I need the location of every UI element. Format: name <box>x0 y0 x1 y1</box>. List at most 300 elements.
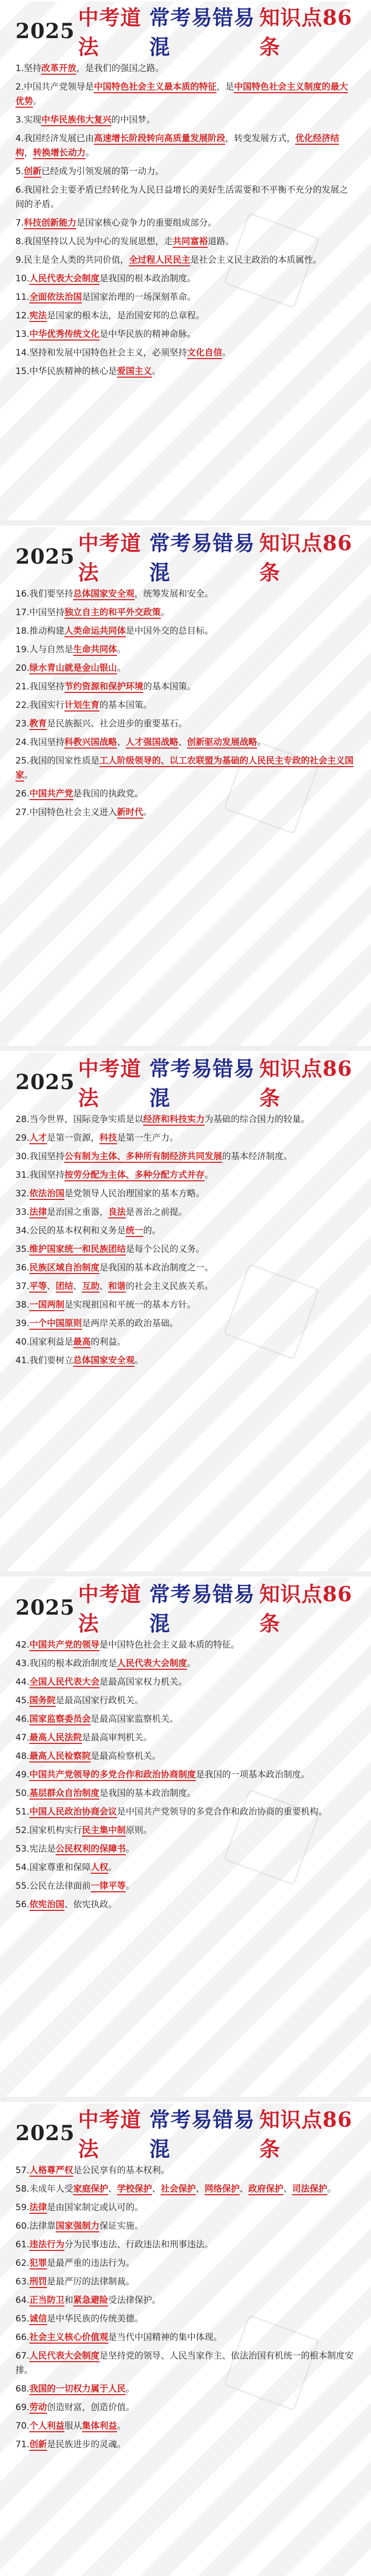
plain-text: 12. <box>15 311 30 321</box>
highlight-text: 紧急避险 <box>73 2295 109 2306</box>
title-text <box>15 1053 356 1111</box>
highlight-text: 国家强制力 <box>56 2221 100 2231</box>
plain-text: 是我国的执政党。 <box>73 789 144 799</box>
highlight-text: 基层群众自治制度 <box>29 1788 100 1799</box>
plain-text: 。 <box>152 366 161 377</box>
knowledge-item <box>15 1768 356 1782</box>
plain-text: 是民族进步的灵魂。 <box>47 2439 126 2450</box>
title-main: 中考道法 <box>78 2108 142 2161</box>
title-accent: 常考易错易混 <box>149 531 255 585</box>
title-year: 2025 <box>15 544 75 569</box>
plain-text: 33. <box>15 1207 30 1217</box>
plain-text: 为基础的综合国力的较量。 <box>205 1114 310 1125</box>
knowledge-item <box>15 131 356 160</box>
plain-text: 、 <box>178 737 188 748</box>
title-main: 中考道法 <box>78 531 142 585</box>
knowledge-item <box>15 624 356 638</box>
plain-text: 保证实施。 <box>99 2221 144 2231</box>
highlight-text: 依宪治国 <box>29 1900 65 1910</box>
plain-text: 36. <box>15 1263 30 1273</box>
plain-text: 创造财富，创造价值。 <box>47 2402 135 2413</box>
knowledge-item <box>15 113 356 127</box>
plain-text: 25.我国的国家性质是 <box>15 756 100 766</box>
plain-text: 是两岸关系的政治基础。 <box>82 1318 179 1329</box>
plain-text: 59. <box>15 2202 30 2213</box>
highlight-text: 生命共同体 <box>73 645 117 655</box>
highlight-text: 总体国家安全观 <box>73 1355 135 1366</box>
plain-text: 的基本国策。 <box>143 682 196 692</box>
plain-text: 是坚持党的领导、人民当家作主、依法治国有机统一的根本制度安排。 <box>15 2351 354 2376</box>
knowledge-item <box>15 183 356 212</box>
highlight-text: 宪法 <box>29 311 47 321</box>
knowledge-item <box>15 2330 356 2345</box>
highlight-text: 人权 <box>91 1862 109 1873</box>
section-title <box>15 531 356 585</box>
knowledge-item <box>15 661 356 675</box>
title-text <box>15 2 356 60</box>
highlight-text: 最高 <box>73 1337 91 1347</box>
plain-text: 49. <box>15 1770 30 1780</box>
highlight-text: 高速增长阶段转向高质量发展阶段 <box>94 133 226 144</box>
highlight-text: 人民代表大会制度 <box>29 2351 100 2361</box>
plain-text: 65. <box>15 2314 30 2324</box>
plain-text: 服从 <box>64 2421 82 2431</box>
highlight-text: 科技 <box>99 1133 117 1143</box>
section-content <box>15 527 356 820</box>
highlight-text: 违法行为 <box>29 2240 65 2250</box>
highlight-text: 全过程人民民主 <box>129 255 191 265</box>
plain-text: 47. <box>15 1733 30 1743</box>
plain-text: 的利益。 <box>91 1337 126 1347</box>
plain-text: 的基本国策。 <box>99 700 153 710</box>
highlight-text: 团结 <box>56 1281 74 1292</box>
highlight-text: 我国的一切权力属于人民 <box>29 2384 126 2394</box>
highlight-text: 刑罚 <box>29 2277 47 2287</box>
knowledge-item <box>15 1224 356 1238</box>
plain-text: 10. <box>15 274 30 284</box>
plain-text: 62. <box>15 2258 30 2268</box>
plain-text: 。 <box>24 770 33 781</box>
plain-text: 55.公民在法律面前 <box>15 1881 91 1891</box>
highlight-text: 维护国家统一和民族团结 <box>29 1244 126 1255</box>
plain-text: 、 <box>196 2184 205 2194</box>
plain-text: 69. <box>15 2402 30 2413</box>
plain-text: 。 <box>126 2384 135 2394</box>
plain-text: 是民族振兴、社会进步的重要基石。 <box>47 719 188 729</box>
knowledge-item <box>15 1353 356 1368</box>
plain-text: 是实现祖国和平统一的基本方针。 <box>64 1300 196 1310</box>
plain-text: 是社会主义民主政治的本质属性。 <box>190 255 322 265</box>
plain-text: 67. <box>15 2351 30 2361</box>
plain-text: 52.国家机构实行 <box>15 1825 82 1836</box>
knowledge-item <box>15 1168 356 1182</box>
highlight-text: 公有制为主体、多种所有制经济共同发展 <box>64 1151 223 1162</box>
highlight-text: 一个中国原则 <box>29 1318 82 1329</box>
highlight-text: 人才 <box>29 1133 47 1143</box>
plain-text: 。 <box>187 1658 196 1669</box>
knowledge-item <box>15 1112 356 1127</box>
highlight-text: 中国共产党领导的多党合作和政治协商制度 <box>29 1770 196 1780</box>
plain-text: 是国家核心竞争力的重要组成部分。 <box>76 218 217 228</box>
knowledge-section <box>0 1051 371 1571</box>
highlight-text: 绿水青山就是金山银山 <box>29 663 117 673</box>
plain-text: 60.法律靠 <box>15 2221 56 2231</box>
highlight-text: 创新驱动发展战略 <box>187 737 258 748</box>
plain-text: 、 <box>283 2184 293 2194</box>
knowledge-item <box>15 80 356 109</box>
plain-text: 是最严厉的法律制裁。 <box>47 2277 135 2287</box>
plain-text: 34.公民的基本权利和义务是 <box>15 1226 126 1236</box>
highlight-text: 社会主义核心价值观 <box>29 2332 109 2343</box>
plain-text: 70. <box>15 2421 30 2431</box>
knowledge-item <box>15 61 356 76</box>
knowledge-item <box>15 1242 356 1257</box>
plain-text: 。 <box>126 1881 135 1891</box>
section-title <box>15 2108 356 2161</box>
title-year: 2025 <box>15 2121 75 2145</box>
knowledge-item <box>15 327 356 342</box>
plain-text: 是由国家制定或认可的。 <box>47 2202 144 2213</box>
plain-text: 的基本经济制度。 <box>222 1151 293 1162</box>
highlight-text: 集体利益 <box>82 2421 117 2431</box>
knowledge-item <box>15 2293 356 2308</box>
highlight-text: 科技创新能力 <box>24 218 77 228</box>
knowledge-item <box>15 2256 356 2270</box>
knowledge-section <box>0 2102 371 2576</box>
highlight-text: 人类命运共同体 <box>64 626 126 636</box>
highlight-text: 改革开放 <box>41 63 77 74</box>
knowledge-item <box>15 1823 356 1838</box>
knowledge-item <box>15 2275 356 2289</box>
highlight-text: 计划生育 <box>64 700 100 710</box>
knowledge-item <box>15 698 356 713</box>
highlight-text: 学校保护 <box>117 2184 153 2194</box>
title-count: 知识点86条 <box>259 1582 352 1636</box>
plain-text: 8.我国坚持以人民为中心的发展思想，走 <box>15 236 173 247</box>
knowledge-item <box>15 2400 356 2415</box>
knowledge-item <box>15 164 356 179</box>
plain-text: 11. <box>15 292 30 302</box>
highlight-text: 依法治国 <box>29 1189 65 1199</box>
plain-text: 63. <box>15 2277 30 2287</box>
plain-text: 23. <box>15 719 30 729</box>
section-title <box>15 6 356 59</box>
plain-text: 26. <box>15 789 30 799</box>
plain-text: 14.坚持和发展中国特色社会主义，必须坚持 <box>15 348 188 358</box>
title-accent: 常考易错易混 <box>149 1057 255 1110</box>
knowledge-item <box>15 1298 356 1312</box>
knowledge-item <box>15 1712 356 1726</box>
plain-text: 的。 <box>143 1226 161 1236</box>
knowledge-item <box>15 309 356 323</box>
plain-text: 受法律保护。 <box>108 2295 161 2306</box>
highlight-text: 犯罪 <box>29 2258 47 2268</box>
plain-text: 37. <box>15 1281 30 1292</box>
knowledge-item <box>15 1316 356 1331</box>
knowledge-section <box>0 0 371 520</box>
plain-text: 。 <box>205 1170 214 1180</box>
plain-text: 17.中国坚持 <box>15 607 65 618</box>
knowledge-list <box>15 587 356 820</box>
plain-text: 是国家的根本法，是治国安邦的总章程。 <box>47 311 205 321</box>
plain-text: 。 <box>143 807 153 818</box>
plain-text: 19.人与自然是 <box>15 645 74 655</box>
title-text <box>15 527 356 586</box>
knowledge-item <box>15 1749 356 1764</box>
plain-text: 54.国家尊重和保障 <box>15 1862 91 1873</box>
knowledge-item <box>15 2312 356 2326</box>
plain-text: 是最严重的违法行为。 <box>47 2258 135 2268</box>
plain-text: 41.我们要树立 <box>15 1355 74 1366</box>
knowledge-item <box>15 1675 356 1689</box>
highlight-text: 工人阶级领导的、以工农联盟为基础的人民民主专政的社会主义国家 <box>15 756 354 781</box>
knowledge-item <box>15 1805 356 1819</box>
knowledge-item <box>15 1860 356 1875</box>
plain-text: 。 <box>108 1862 117 1873</box>
knowledge-item <box>15 2437 356 2452</box>
plain-text: 、 <box>240 2184 249 2194</box>
plain-text: 是我国的一项基本政治制度。 <box>196 1770 310 1780</box>
knowledge-item <box>15 1879 356 1893</box>
plain-text: 。 <box>134 1355 144 1366</box>
knowledge-item <box>15 272 356 286</box>
plain-text: 51. <box>15 1807 30 1817</box>
plain-text: 29. <box>15 1133 30 1143</box>
highlight-text: 诚信 <box>29 2314 47 2324</box>
plain-text: 已经成为引领发展的第一动力。 <box>41 166 164 177</box>
plain-text: ，转变发展方式， <box>225 133 296 144</box>
highlight-text: 中国共产党的领导 <box>29 1640 100 1650</box>
knowledge-section <box>0 1577 371 2097</box>
knowledge-item <box>15 216 356 230</box>
title-year: 2025 <box>15 1070 75 1094</box>
plain-text: 。 <box>126 1844 135 1854</box>
plain-text: 。 <box>86 148 94 158</box>
knowledge-item <box>15 290 356 304</box>
plain-text: ，是我们的强国之路。 <box>76 63 164 74</box>
highlight-text: 统一 <box>126 1226 144 1236</box>
plain-text: 32. <box>15 1189 30 1199</box>
plain-text: 是中国特色社会主义最本质的特征。 <box>99 1640 240 1650</box>
plain-text: 31.我国坚持 <box>15 1170 65 1180</box>
plain-text: 50. <box>15 1788 30 1799</box>
highlight-text: 中国特色社会主义最本质的特征 <box>94 82 217 92</box>
plain-text: 、 <box>117 737 126 748</box>
highlight-text: 最高人民法院 <box>29 1733 82 1743</box>
knowledge-list <box>15 1112 356 1368</box>
knowledge-item <box>15 2349 356 2378</box>
knowledge-section <box>0 526 371 1046</box>
plain-text: 46. <box>15 1714 30 1724</box>
highlight-text: 总体国家安全观 <box>73 589 135 599</box>
plain-text: 44. <box>15 1677 30 1687</box>
plain-text: 是治国之重器， <box>47 1207 109 1217</box>
knowledge-item <box>15 1897 356 1912</box>
plain-text: 45. <box>15 1696 30 1706</box>
title-count: 知识点86条 <box>259 6 352 59</box>
highlight-text: 全面依法治国 <box>29 292 82 302</box>
plain-text: 是公民享有的基本权利。 <box>73 2165 170 2176</box>
plain-text: 是最高国家行政机关。 <box>56 1696 144 1706</box>
highlight-text: 一国两制 <box>29 1300 65 1310</box>
plain-text: 是最高检察机关。 <box>91 1751 161 1761</box>
highlight-text: 平等 <box>29 1281 47 1292</box>
plain-text: 是最高国家监察机关。 <box>91 1714 179 1724</box>
knowledge-item <box>15 1786 356 1801</box>
plain-text: 58.未成年人受 <box>15 2184 74 2194</box>
plain-text: 。 <box>327 2184 336 2194</box>
knowledge-item <box>15 1693 356 1708</box>
section-divider <box>0 520 371 526</box>
knowledge-item <box>15 1261 356 1275</box>
plain-text: 是善治之前提。 <box>126 1207 188 1217</box>
knowledge-item <box>15 364 356 379</box>
knowledge-item <box>15 2219 356 2233</box>
highlight-text: 家庭保护 <box>73 2184 109 2194</box>
plain-text: 9.民主是全人类的共同价值， <box>15 255 129 265</box>
title-count: 知识点86条 <box>259 1057 352 1110</box>
plain-text: 。 <box>222 348 231 358</box>
highlight-text: 互助 <box>82 1281 100 1292</box>
title-text <box>15 2104 356 2162</box>
plain-text: 是中国外交的总目标。 <box>126 626 214 636</box>
plain-text: 、 <box>152 2184 161 2194</box>
knowledge-item <box>15 1187 356 1201</box>
highlight-text: 共同富裕 <box>173 236 208 247</box>
plain-text: 的社会主义民族关系。 <box>126 1281 214 1292</box>
highlight-text: 民族区域自治制度 <box>29 1263 100 1273</box>
highlight-text: 政府保护 <box>248 2184 284 2194</box>
plain-text: 57. <box>15 2165 30 2176</box>
plain-text: ，统筹发展和安全。 <box>134 589 214 599</box>
plain-text: 。 <box>257 737 266 748</box>
knowledge-item <box>15 1656 356 1671</box>
highlight-text: 法律 <box>29 1207 47 1217</box>
knowledge-item <box>15 735 356 750</box>
plain-text: 。 <box>117 645 126 655</box>
plain-text: 21.我国坚持 <box>15 682 65 692</box>
highlight-text: 新时代 <box>117 807 144 818</box>
plain-text: 是中国共产党领导的多党合作和政治协商的重要机构。 <box>117 1807 328 1817</box>
knowledge-item <box>15 805 356 820</box>
highlight-text: 民主集中制 <box>82 1825 126 1836</box>
plain-text: ， <box>24 148 33 158</box>
plain-text: 40.国家利益是 <box>15 1337 74 1347</box>
highlight-text: 司法保护 <box>292 2184 328 2194</box>
highlight-text: 科教兴国战略 <box>64 737 117 748</box>
knowledge-item <box>15 1638 356 1652</box>
plain-text: 7. <box>15 218 24 228</box>
highlight-text: 中华优秀传统文化 <box>29 329 100 340</box>
highlight-text: 节约资源和保护环境 <box>64 682 144 692</box>
plain-text: 71. <box>15 2439 30 2450</box>
plain-text: 是国家治理的一场深刻革命。 <box>82 292 196 302</box>
highlight-text: 全国人民代表大会 <box>29 1677 100 1687</box>
highlight-text: 创新 <box>29 2439 47 2450</box>
plain-text: 、依宪执政。 <box>64 1900 117 1910</box>
plain-text: 。 <box>117 2421 126 2431</box>
plain-text: 16.我们要坚持 <box>15 589 74 599</box>
highlight-text: 文化自信 <box>187 348 223 358</box>
knowledge-item <box>15 1205 356 1219</box>
title-year: 2025 <box>15 19 75 43</box>
plain-text: 是最高审判机关。 <box>82 1733 153 1743</box>
section-title <box>15 1057 356 1110</box>
knowledge-item <box>15 2238 356 2252</box>
plain-text: 3.实现 <box>15 115 42 125</box>
highlight-text: 中国特色社会主义制度的最大优势 <box>15 82 348 107</box>
plain-text: 。 <box>33 96 42 107</box>
knowledge-item <box>15 680 356 694</box>
plain-text: 。 <box>117 663 126 673</box>
title-count: 知识点86条 <box>259 2108 352 2161</box>
highlight-text: 创新 <box>24 166 42 177</box>
title-accent: 常考易错易混 <box>149 2108 255 2161</box>
highlight-text: 一律平等 <box>91 1881 126 1891</box>
plain-text: 和 <box>64 2295 74 2306</box>
knowledge-item <box>15 1335 356 1349</box>
knowledge-item <box>15 2382 356 2396</box>
plain-text: 35. <box>15 1244 30 1255</box>
section-content <box>15 1578 356 1912</box>
knowledge-item <box>15 1279 356 1294</box>
knowledge-item <box>15 1731 356 1745</box>
highlight-text: 优化经济结构 <box>15 133 340 158</box>
highlight-text: 公民权利的保障书 <box>56 1844 126 1854</box>
section-content <box>15 2104 356 2452</box>
plain-text: 18.推动构建 <box>15 626 65 636</box>
section-content <box>15 1053 356 1368</box>
plain-text: 的中国梦。 <box>111 115 156 125</box>
highlight-text: 国家监察委员会 <box>29 1714 91 1724</box>
plain-text: 13. <box>15 329 30 340</box>
plain-text: 分为民事违法、行政违法和刑事违法。 <box>64 2240 214 2250</box>
highlight-text: 独立自主的和平外交政策 <box>64 607 161 618</box>
plain-text: 30.我国坚持 <box>15 1151 65 1162</box>
title-count: 知识点86条 <box>259 531 352 585</box>
plain-text: 是第一生产力。 <box>117 1133 179 1143</box>
knowledge-item <box>15 642 356 657</box>
highlight-text: 网络保护 <box>205 2184 240 2194</box>
plain-text: 是中华民族的精神命脉。 <box>99 329 196 340</box>
plain-text: 、 <box>108 2184 117 2194</box>
highlight-text: 爱国主义 <box>117 366 153 377</box>
title-main: 中考道法 <box>78 6 142 59</box>
knowledge-item <box>15 1131 356 1145</box>
plain-text: 5. <box>15 166 24 177</box>
plain-text: 是我国的根本政治制度。 <box>99 274 196 284</box>
plain-text: 39. <box>15 1318 30 1329</box>
section-divider <box>0 1571 371 1577</box>
title-main: 中考道法 <box>78 1057 142 1110</box>
plain-text: 、 <box>73 1281 82 1292</box>
highlight-text: 按劳分配为主体、多种分配方式并存 <box>64 1170 205 1180</box>
highlight-text: 转换增长动力 <box>33 148 86 158</box>
knowledge-item <box>15 605 356 620</box>
highlight-text: 教育 <box>29 719 47 729</box>
knowledge-list <box>15 61 356 379</box>
highlight-text: 个人利益 <box>29 2421 65 2431</box>
title-accent: 常考易错易混 <box>149 6 255 59</box>
plain-text: 是每个公民的义务。 <box>126 1244 205 1255</box>
highlight-text: 人才强国战略 <box>126 737 179 748</box>
highlight-text: 劳动 <box>29 2402 47 2413</box>
highlight-text: 正当防卫 <box>29 2295 65 2306</box>
knowledge-item <box>15 346 356 360</box>
plain-text: 。 <box>161 607 170 618</box>
knowledge-list <box>15 2163 356 2452</box>
plain-text: 15.中华民族精神的核心是 <box>15 366 117 377</box>
